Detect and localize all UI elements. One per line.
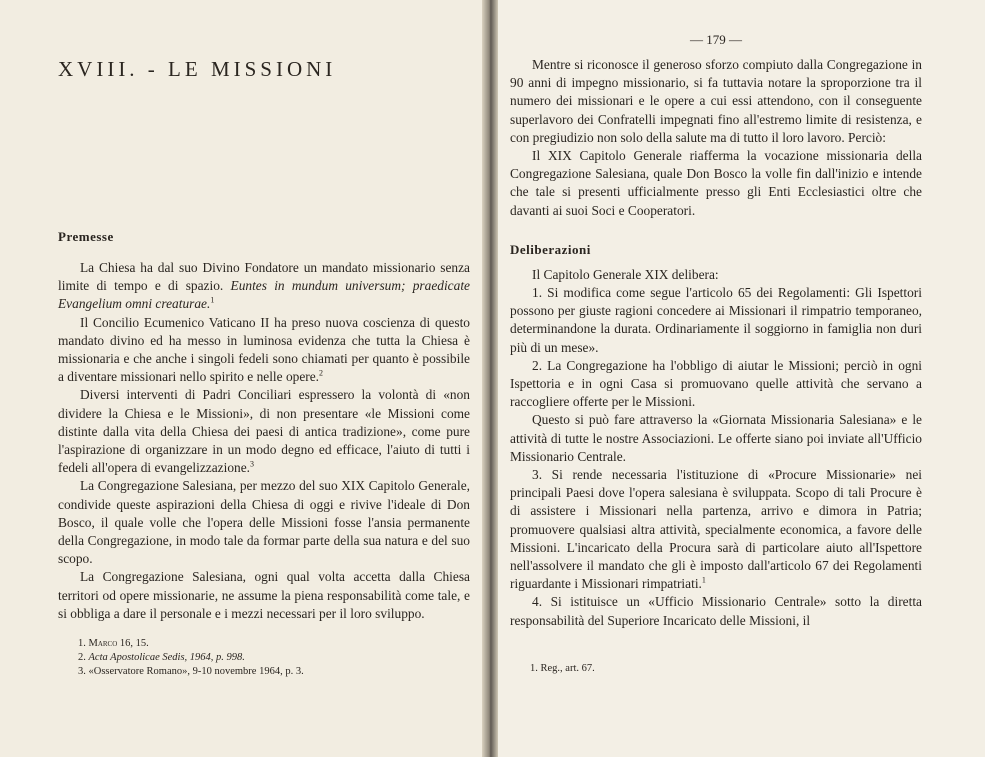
chapter-title: XVIII. - LE MISSIONI bbox=[58, 57, 337, 81]
section-heading-deliberazioni: Deliberazioni bbox=[510, 241, 591, 257]
paragraph-text: La Chiesa ha dal suo Divino Fondatore un mandato missionario senza limite di tempo e di spazio. bbox=[58, 260, 470, 294]
page-number: — 179 — bbox=[690, 32, 742, 47]
paragraph: Mentre si riconosce il generoso sforzo compiuto dalla Congregazione in 90 anni di impegno missionario, si fa tuttavia notare la sproporzione tra il numero dei missionari e le opere a cui essi attendono, con il conseguente superlavoro dei Confratelli impegnati fino all'estremo limite di resistenza, e con pregiudizio non solo della salute ma di tutto il loro lavoro. Perciò: bbox=[510, 57, 922, 145]
paragraph-text: La Congregazione Salesiana, ogni qual volta accetta dalla Chiesa territori od opere missionarie, ne assume la piena responsabilità come tale, e si obbliga a dare il personale e i mezzi necessari per il loro sviluppo. bbox=[58, 569, 470, 621]
right-footnotes bbox=[530, 662, 920, 676]
paragraph: 2. La Congregazione ha l'obbligo di aiutar le Missioni; perciò in ogni Ispettoria e in ogni Casa si promuovano quelle attività che servano a raccogliere offerte per le Missioni. bbox=[510, 357, 922, 410]
paragraph: Questo si può fare attraverso la «Giornata Missionaria Salesiana» e le attività di tutte le nostre Associazioni. Le offerte siano poi inviate all'Ufficio Missionario Centrale. bbox=[510, 412, 922, 464]
paragraph-text: Il Concilio Ecumenico Vaticano II ha preso nuova coscienza di questo mandato divino ed ha messo in luminosa evidenza che tutta la Chiesa è missionaria e che anche i singoli fedeli sono chiamati per quanto è possibile a diventare missionari nello spirito e nelle opere. bbox=[58, 314, 470, 385]
latin-quote: Euntes in mundum universum; praedicate Evangelium omni creaturae. bbox=[58, 278, 470, 312]
footnote-ref: 1 bbox=[701, 575, 706, 585]
footnote bbox=[78, 637, 468, 651]
paragraph: 4. Si istituisce un «Ufficio Missionario Centrale» sotto la diretta responsabilità del Superiore Incaricato delle Missioni, il bbox=[510, 594, 922, 628]
paragraph-text: 3. Si rende necessaria l'istituzione di «Procure Missionarie» nei principali Paesi dove l'opera salesiana è sviluppata. Scopo di tali Procure è di assistere i Missionari nella partenza, arrivo e dimora in Patria; promuovere qualsiasi altra attività, specialmente economica, a favore delle Missioni. L'incaricato della Procura sarà di particolare aiuto all'Ispettore nell'assolvere il mandato che gli è imposto dall'articolo 67 dei Regolamenti riguardante i Missionari rimpatriati. bbox=[510, 467, 922, 592]
paragraph bbox=[510, 466, 922, 593]
paragraph bbox=[58, 314, 470, 387]
book-gutter bbox=[482, 0, 498, 757]
footnote-text: Acta Apostolicae Sedis, 1964, p. 998. bbox=[88, 652, 245, 663]
section-heading-premesse: Premesse bbox=[58, 229, 114, 244]
right-page-body bbox=[510, 56, 922, 630]
paragraph bbox=[58, 568, 470, 623]
left-footnotes bbox=[78, 637, 468, 679]
footnote-ref: 3 bbox=[250, 459, 255, 469]
footnote-text: Marco 16, 15. bbox=[88, 638, 149, 649]
paragraph-text: La Congregazione Salesiana, per mezzo del suo XIX Capitolo Generale, condivide queste aspirazioni della Chiesa di oggi e rivive l'ideale di Don Bosco, il quale volle che l'opera delle Missioni fosse l'ansia permanente della Congregazione, in modo tale da formar parte della sua natura e del suo scopo. bbox=[58, 478, 470, 567]
paragraph bbox=[58, 477, 470, 568]
paragraph bbox=[58, 259, 470, 314]
paragraph: 1. Si modifica come segue l'articolo 65 dei Regolamenti: Gli Ispettori possono per giuste ragioni concedere ai Missionari il rimpatrio temporaneo, determinandone la durata. Ordinariamente il soggiorno in famiglia non duri più di un mese». bbox=[510, 285, 922, 355]
footnote-number: 1. bbox=[78, 638, 86, 649]
footnote-ref: 1 bbox=[210, 295, 215, 305]
footnote bbox=[78, 651, 468, 665]
footnote-ref: 2 bbox=[319, 368, 324, 378]
footnote-text: Reg., art. 67. bbox=[540, 663, 595, 674]
left-page-body bbox=[58, 229, 470, 623]
footnote bbox=[530, 662, 920, 676]
paragraph-text: Diversi interventi di Padri Conciliari espressero la volontà di «non dividere la Chiesa e le Missioni», di non presentare «le Missioni come distinte dalla vita della Chiesa dei paesi di antica tradizione», come pure l'aspirazione di organizzare in un modo degno ed efficace, l'aiuto di tutti i fedeli all'opera di evangelizzazione. bbox=[58, 387, 470, 476]
footnote-text: «Osservatore Romano», 9-10 novembre 1964, p. 3. bbox=[88, 666, 304, 677]
footnote-number: 2. bbox=[78, 652, 86, 663]
footnote bbox=[78, 665, 468, 679]
paragraph bbox=[58, 386, 470, 477]
footnote-number: 3. bbox=[78, 666, 86, 677]
footnote-number: 1. bbox=[530, 663, 538, 674]
paragraph: Il XIX Capitolo Generale riafferma la vocazione missionaria della Congregazione Salesiana, quale Don Bosco la volle fin dall'inizio e intende che tale si presenti ufficialmente presso gli Enti Ecclesiastici oltre che davanti ai suoi Soci e Cooperatori. bbox=[510, 148, 922, 218]
paragraph: Il Capitolo Generale XIX delibera: bbox=[532, 266, 719, 282]
